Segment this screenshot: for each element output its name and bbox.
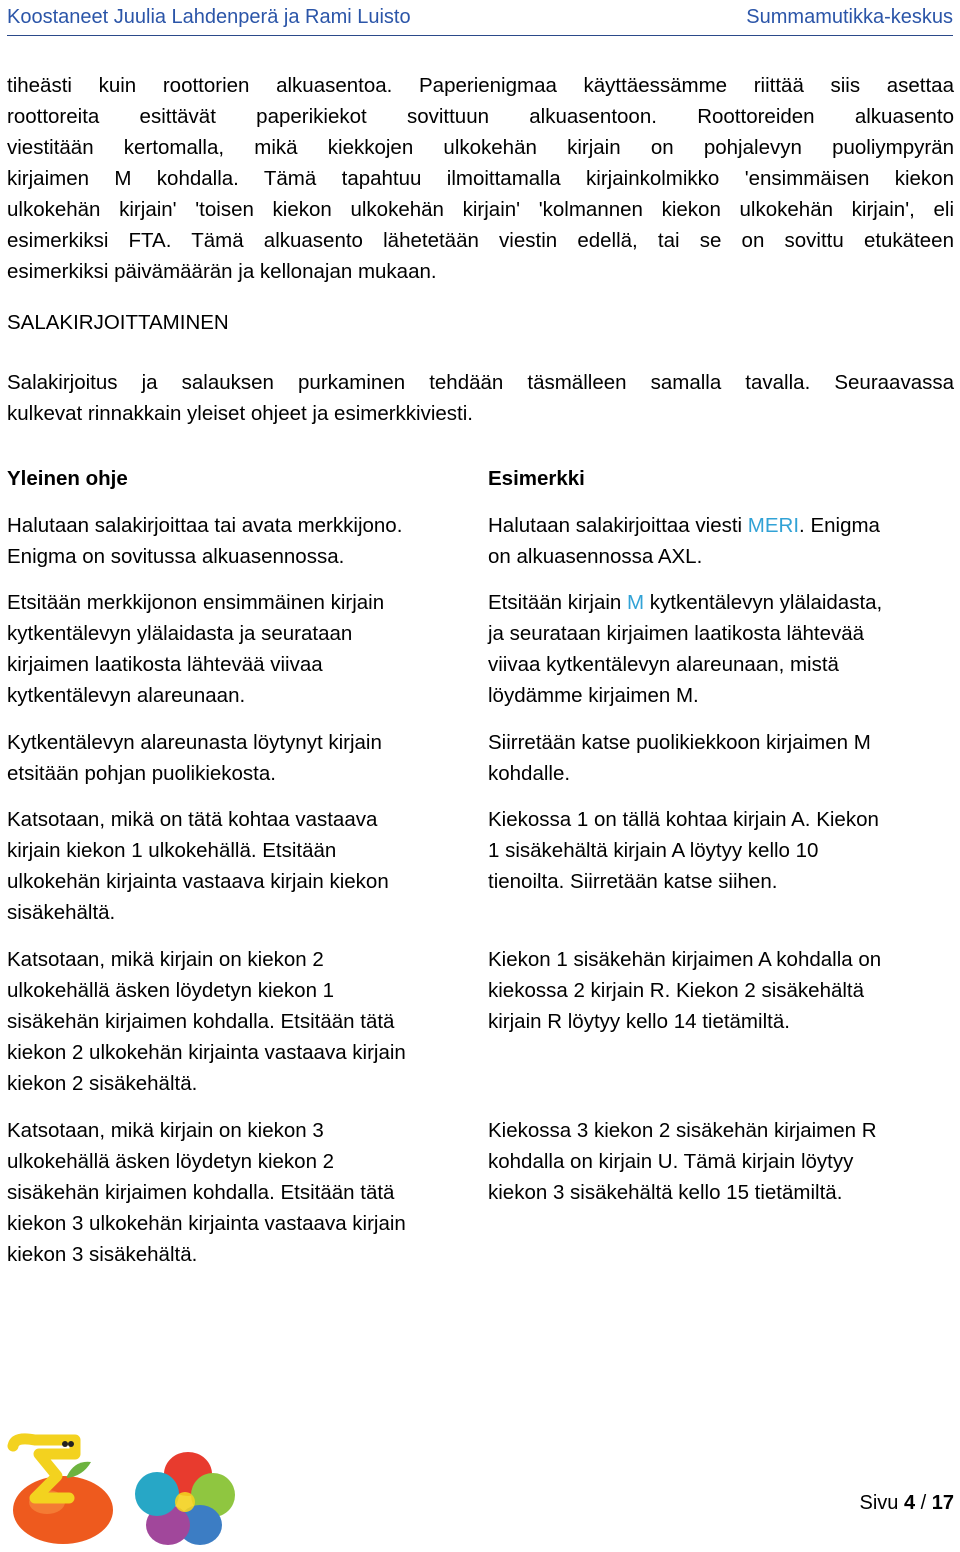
text-line: Halutaan salakirjoittaa tai avata merkkijono.: [7, 514, 403, 537]
flower-petal: [135, 1472, 179, 1516]
text-line: ulkokehällä äsken löydetyn kiekon 1: [7, 979, 335, 1002]
text-line: Katsotaan, mikä kirjain on kiekon 2: [7, 948, 324, 971]
highlighted-message: MERI: [747, 514, 800, 537]
text-line: Kiekossa 3 kiekon 2 sisäkehän kirjaimen R: [488, 1119, 877, 1142]
general-step-4: [7, 804, 467, 928]
text-line: kirjain kiekon 1 ulkokehällä. Etsitään: [7, 839, 337, 862]
text-line: ulkokehällä äsken löydetyn kiekon 2: [7, 1150, 335, 1173]
general-step-2: [7, 587, 467, 711]
example-step-3: [488, 727, 948, 789]
text-line: kirjain R löytyy kello 14 tietämiltä.: [488, 1010, 790, 1033]
text-line: kiekossa 2 kirjain R. Kiekon 2 sisäkehältä: [488, 979, 865, 1002]
text-line: viestitään kertomalla, mikä kiekkojen ulkokehän kirjain on pohjalevyn puoliympyrän: [7, 136, 954, 159]
text-line: Salakirjoitus ja salauksen purkaminen tehdään täsmälleen samalla tavalla. Seuraavassa: [7, 371, 954, 394]
example-step-4: [488, 804, 948, 897]
text-line: kiekon 2 sisäkehältä.: [7, 1072, 198, 1095]
text-line: kirjaimen laatikosta lähtevää viivaa: [7, 653, 323, 676]
text-line: Siirretään katse puolikiekkoon kirjaimen M: [488, 731, 871, 754]
column-heading-example: Esimerkki: [488, 467, 585, 490]
highlighted-letter: M: [627, 591, 645, 614]
text-line: kiekon 3 sisäkehältä.: [7, 1243, 198, 1266]
text-line: ja seurataan kirjaimen laatikosta lähtevää: [488, 622, 865, 645]
text-line: ulkokehän kirjainta vastaava kirjain kiekon: [7, 870, 389, 893]
text-line: Kiekon 1 sisäkehän kirjaimen A kohdalla on: [488, 948, 882, 971]
intro-paragraph: [7, 70, 954, 287]
text-line: tienoilta. Siirretään katse siihen.: [488, 870, 778, 893]
summamutikka-logo: [5, 1432, 245, 1547]
logo-graphic: [5, 1432, 245, 1547]
page-total: 17: [931, 1492, 954, 1514]
text-line: Katsotaan, mikä on tätä kohtaa vastaava: [7, 808, 378, 831]
text-line: kiekon 3 sisäkehältä kello 15 tietämiltä.: [488, 1181, 843, 1204]
text-line: tiheästi kuin roottorien alkuasentoa. Paperienigmaa käyttäessämme riittää siis asettaa: [7, 74, 954, 97]
example-step-5: [488, 944, 948, 1037]
text-line: ulkokehän kirjain' 'toisen kiekon ulkokehän kirjain' 'kolmannen kiekon ulkokehän kirjain', eli: [7, 198, 954, 221]
section-heading: SALAKIRJOITTAMINEN: [7, 311, 229, 334]
text-line: kytkentälevyn alareunaan.: [7, 684, 246, 707]
text-line: esimerkiksi FTA. Tämä alkuasento lähetetään viestin edellä, tai se on sovittu etukäteen: [7, 229, 954, 252]
text-line: Kiekossa 1 on tällä kohtaa kirjain A. Kiekon: [488, 808, 879, 831]
section-intro-paragraph: [7, 367, 954, 429]
text-line: sisäkehältä.: [7, 901, 116, 924]
text-line: kohdalle.: [488, 762, 571, 785]
text-line: kirjaimen M kohdalla. Tämä tapahtuu ilmoittamalla kirjainkolmikko 'ensimmäisen kiekon: [7, 167, 954, 190]
text-line: esimerkiksi päivämäärän ja kellonajan mukaan.: [7, 260, 437, 283]
text-line: kohdalla on kirjain U. Tämä kirjain löytyy: [488, 1150, 854, 1173]
text-line: Katsotaan, mikä kirjain on kiekon 3: [7, 1119, 324, 1142]
text-line: sisäkehän kirjaimen kohdalla. Etsitään tätä: [7, 1010, 395, 1033]
text-line: etsitään pohjan puolikiekosta.: [7, 762, 276, 785]
header-authors: Koostaneet Juulia Lahdenperä ja Rami Luisto: [7, 6, 411, 28]
general-step-3: [7, 727, 467, 789]
apple-shape: [13, 1476, 113, 1544]
apple-leaf: [67, 1462, 91, 1478]
text-line: on alkuasennossa AXL.: [488, 545, 703, 568]
general-step-5: [7, 944, 467, 1099]
text-line: löydämme kirjaimen M.: [488, 684, 699, 707]
text-line: Etsitään kirjain M kytkentälevyn ylälaidasta,: [488, 591, 883, 614]
page-current: 4: [903, 1492, 916, 1514]
column-heading-general: Yleinen ohje: [7, 467, 128, 490]
header-organization: Summamutikka-keskus: [746, 6, 953, 28]
general-step-6: [7, 1115, 467, 1270]
text-line: viivaa kytkentälevyn alareunaan, mistä: [488, 653, 839, 676]
page-header: [7, 0, 953, 36]
example-step-6: [488, 1115, 948, 1208]
text-line: Etsitään merkkijonon ensimmäinen kirjain: [7, 591, 385, 614]
text-line: roottoreita esittävät paperikiekot sovittuun alkuasentoon. Roottoreiden alkuasento: [7, 105, 954, 128]
example-step-2: [488, 587, 948, 711]
text-line: Kytkentälevyn alareunasta löytynyt kirjain: [7, 731, 382, 754]
text-line: kiekon 2 ulkokehän kirjainta vastaava kirjain: [7, 1041, 406, 1064]
text-line: 1 sisäkehältä kirjain A löytyy kello 10: [488, 839, 819, 862]
text-line: Enigma on sovitussa alkuasennossa.: [7, 545, 345, 568]
example-step-1: [488, 510, 948, 572]
general-step-1: [7, 510, 467, 572]
page-number: Sivu 4 / 17: [859, 1492, 954, 1514]
text-line: kiekon 3 ulkokehän kirjainta vastaava kirjain: [7, 1212, 406, 1235]
text-line: kytkentälevyn ylälaidasta ja seurataan: [7, 622, 353, 645]
text-line: kulkevat rinnakkain yleiset ohjeet ja esimerkkiviesti.: [7, 402, 474, 425]
text-line: Halutaan salakirjoittaa viesti MERI. Enigma: [488, 514, 880, 537]
text-line: sisäkehän kirjaimen kohdalla. Etsitään tätä: [7, 1181, 395, 1204]
